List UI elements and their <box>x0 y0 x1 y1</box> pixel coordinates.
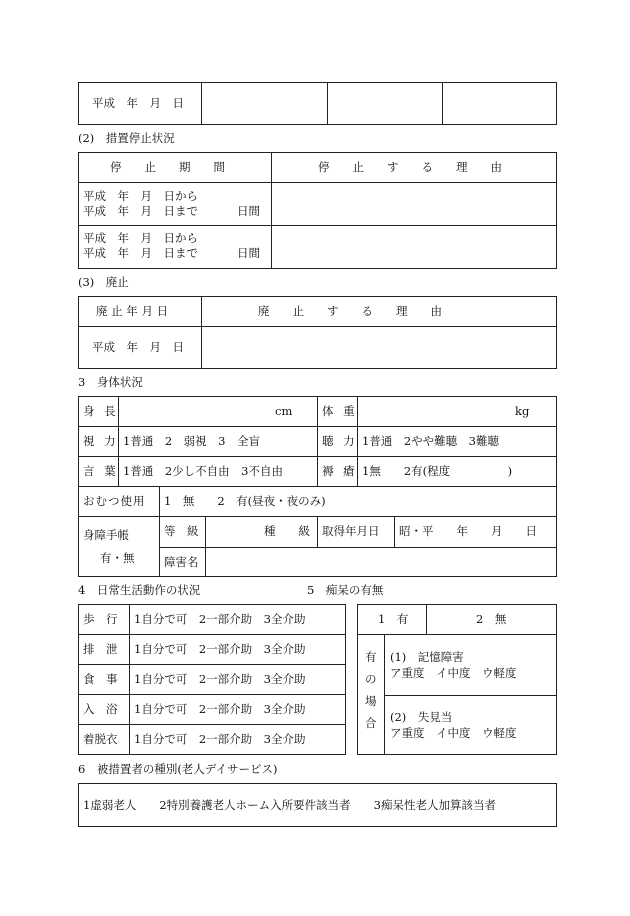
acquired-value: 昭・平 年 月 日 <box>399 524 537 538</box>
stop-table-rule <box>78 182 557 183</box>
disability-name-label: 障害名 <box>164 555 199 569</box>
acquired-label: 取得年月日 <box>322 524 380 538</box>
section-heading: 4 日常生活動作の状況 <box>78 583 201 597</box>
adl-divider <box>129 604 130 755</box>
physical-rule <box>78 486 557 487</box>
memory-title: (1) 記憶障害 <box>390 650 464 664</box>
speech-label: 言 葉 <box>83 464 119 478</box>
section-heading: 6 被措置者の種別(老人デイサービス) <box>78 762 278 776</box>
adl-label: 入 浴 <box>83 702 118 716</box>
diaper-options: 1 無 2 有(昼夜・夜のみ) <box>164 494 326 508</box>
section-heading: (2) 措置停止状況 <box>78 131 175 145</box>
section-heading: 5 痴呆の有無 <box>307 583 384 597</box>
disorientation-title: (2) 失見当 <box>390 710 453 724</box>
category-content: 1虚弱老人 2特別養護老人ホーム入所要件該当者 3痴呆性老人加算該当者 <box>83 798 496 812</box>
case-label-char: 場 <box>365 694 377 708</box>
dementia-yes: 1 有 <box>378 612 409 626</box>
type-label: 種 級 <box>264 524 310 538</box>
adl-options: 1自分で可 2一部介助 3全介助 <box>134 642 306 656</box>
adl-label: 排 泄 <box>83 642 118 656</box>
weight-label: 体 重 <box>322 404 358 418</box>
adl-options: 1自分で可 2一部介助 3全介助 <box>134 702 306 716</box>
physical-rule <box>159 547 557 548</box>
bedsore-options: 1無 2有(程度 ) <box>362 464 513 478</box>
col-abolition-date: 廃 止 年 月 日 <box>96 304 169 318</box>
dementia-divider <box>426 604 427 634</box>
speech-options: 1普通 2少し不自由 3不自由 <box>123 464 283 478</box>
vision-options: 1普通 2 弱視 3 全盲 <box>123 434 260 448</box>
physical-divider <box>317 516 318 547</box>
top-table-divider <box>201 82 202 125</box>
case-label-char: 有 <box>365 650 377 664</box>
physical-divider <box>205 516 206 577</box>
adl-options: 1自分で可 2一部介助 3全介助 <box>134 732 306 746</box>
hearing-options: 1普通 2やや難聴 3難聴 <box>362 434 499 448</box>
adl-rule <box>78 694 346 695</box>
adl-rule <box>78 664 346 665</box>
adl-options: 1自分で可 2一部介助 3全介助 <box>134 612 306 626</box>
adl-label: 着脱衣 <box>83 732 118 746</box>
physical-divider <box>394 516 395 547</box>
diaper-label: おむつ使用 <box>83 494 146 508</box>
adl-label: 食 事 <box>83 672 118 686</box>
adl-rule <box>78 724 346 725</box>
top-date: 平成 年 月 日 <box>92 96 184 110</box>
section-heading: 3 身体状況 <box>78 375 143 389</box>
case-label-char: の <box>365 672 377 686</box>
stop-table-divider <box>271 152 272 269</box>
adl-label: 歩 行 <box>83 612 118 626</box>
memory-options: ア重度 イ中度 ウ軽度 <box>390 666 517 680</box>
grade-label: 等 級 <box>164 524 199 538</box>
hearing-label: 聴 力 <box>322 434 358 448</box>
dementia-rule <box>357 634 557 635</box>
col-abolition-reason: 廃 止 す る 理 由 <box>258 304 442 318</box>
adl-rule <box>78 634 346 635</box>
stop-table-rule <box>78 225 557 226</box>
abolition-rule <box>78 326 557 327</box>
stop-from: 平成 年 月 日から <box>83 231 198 245</box>
col-stop-period: 停 止 期 間 <box>110 160 225 174</box>
weight-unit: kg <box>515 404 530 418</box>
bedsore-label: 褥 瘡 <box>322 464 358 478</box>
case-label-char: 合 <box>365 716 377 730</box>
vision-label: 視 力 <box>83 434 119 448</box>
abolition-date-value: 平成 年 月 日 <box>92 340 184 354</box>
stop-to: 平成 年 月 日まで <box>83 204 198 218</box>
handbook-value: 有・無 <box>100 551 135 565</box>
disorientation-options: ア重度 イ中度 ウ軽度 <box>390 726 517 740</box>
physical-divider <box>317 396 318 486</box>
stop-from: 平成 年 月 日から <box>83 189 198 203</box>
col-stop-reason: 停 止 す る 理 由 <box>318 160 502 174</box>
adl-options: 1自分で可 2一部介助 3全介助 <box>134 672 306 686</box>
physical-divider <box>159 486 160 577</box>
dementia-no: 2 無 <box>476 612 507 626</box>
section-heading: (3) 廃止 <box>78 275 129 289</box>
stop-days: 日間 <box>237 246 260 260</box>
abolition-divider <box>201 296 202 369</box>
height-label: 身 長 <box>83 404 119 418</box>
stop-days: 日間 <box>237 204 260 218</box>
stop-to: 平成 年 月 日まで <box>83 246 198 260</box>
top-table-divider <box>327 82 328 125</box>
dementia-rule <box>384 695 557 696</box>
top-table-divider <box>442 82 443 125</box>
handbook-label: 身障手帳 <box>83 528 129 542</box>
height-unit: cm <box>275 404 293 418</box>
